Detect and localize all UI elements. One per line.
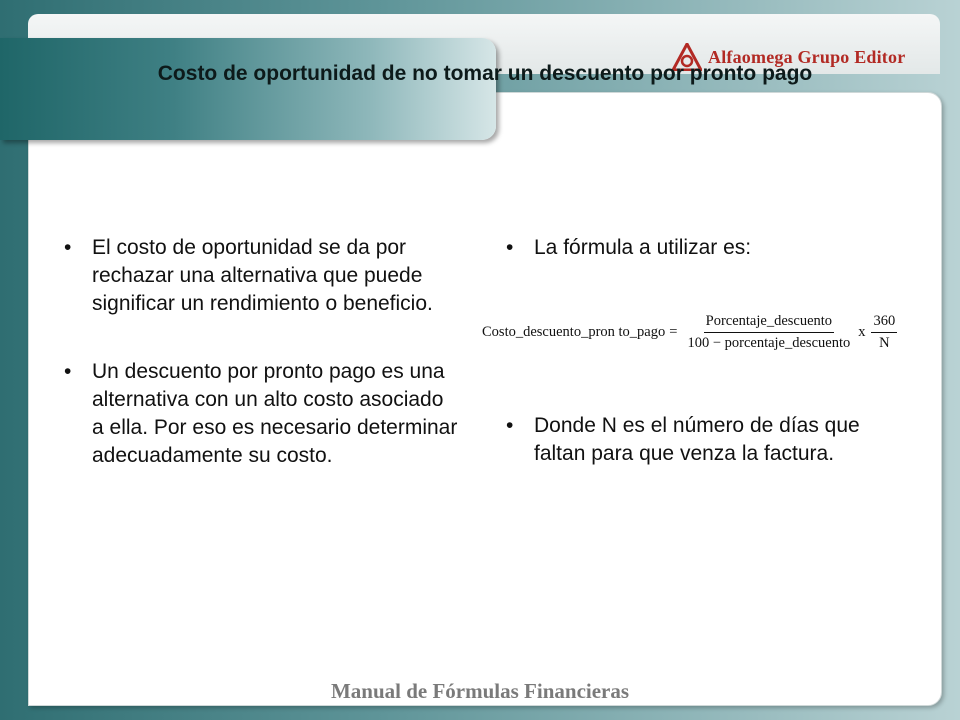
list-item <box>58 234 458 318</box>
brand-name: Alfaomega Grupo Editor <box>708 46 906 67</box>
right-bullet-list-bottom <box>500 412 910 468</box>
bullet-text: El costo de oportunidad se da por rechazar una alternativa que puede significar un rendimiento o beneficio. <box>92 236 433 315</box>
formula-numerator: Porcentaje_descuento <box>704 313 834 333</box>
bullet-text: Donde N es el número de días que faltan para que venza la factura. <box>534 414 860 465</box>
right-column-top <box>500 234 920 262</box>
bullet-icon: • <box>506 414 514 437</box>
footer-title: Manual de Fórmulas Financieras <box>330 679 630 703</box>
list-item <box>500 234 920 262</box>
bullet-icon: • <box>506 236 514 259</box>
formula-lhs: Costo_descuento_pron to_pago <box>482 323 666 340</box>
bullet-icon: • <box>64 236 72 259</box>
formula-denominator: 100 − porcentaje_descuento <box>687 334 851 351</box>
formula-fraction-days <box>871 313 897 352</box>
bullet-icon: • <box>64 360 72 383</box>
formula-equals: = <box>669 323 678 340</box>
formula-fraction-discount <box>685 313 852 352</box>
left-column <box>58 234 458 470</box>
bullet-text: Un descuento por pronto pago es una alternativa con un alto costo asociado a ella. Por eso es necesario determinar adecuadamente su costo. <box>92 360 458 467</box>
slide-title: Costo de oportunidad de no tomar un descuento por pronto pago <box>157 62 813 85</box>
formula-times: x <box>858 323 866 340</box>
bullet-text: La fórmula a utilizar es: <box>534 236 752 259</box>
list-item <box>500 412 910 468</box>
formula-numerator: 360 <box>871 313 897 333</box>
list-item <box>58 358 458 470</box>
right-column-bottom <box>500 412 910 468</box>
right-bullet-list-top <box>500 234 920 262</box>
discount-cost-formula <box>482 312 942 352</box>
formula-denominator: N <box>879 334 890 351</box>
left-bullet-list <box>58 234 458 470</box>
